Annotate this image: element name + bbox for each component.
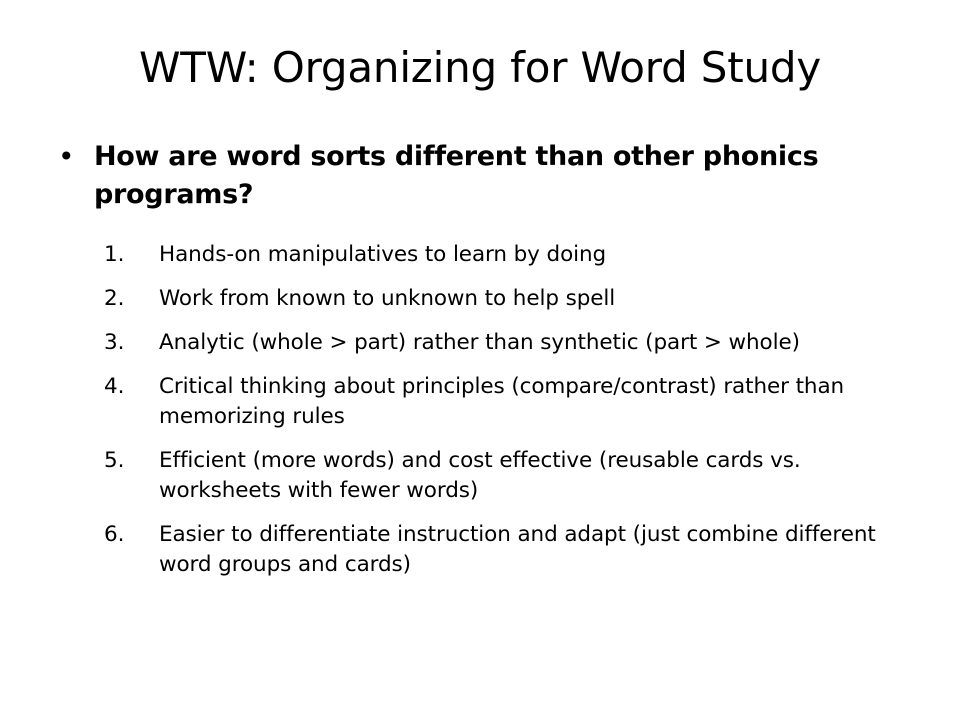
list-item-text: Easier to differentiate instruction and adapt (just combine different word groups and cards) — [159, 522, 876, 577]
list-item — [104, 328, 904, 358]
list-item-text: Hands-on manipulatives to learn by doing — [159, 242, 607, 267]
list-item-number: 4. — [104, 374, 125, 399]
list-item — [104, 446, 904, 506]
list-item-number: 2. — [104, 286, 125, 311]
list-item-text: Critical thinking about principles (compare/contrast) rather than memorizing rules — [159, 374, 845, 429]
bullet-dot-icon: • — [58, 140, 75, 173]
slide-title: WTW: Organizing for Word Study — [138, 43, 822, 92]
list-item-number: 5. — [104, 448, 125, 473]
list-item — [104, 520, 904, 580]
list-item-number: 3. — [104, 330, 125, 355]
list-item — [104, 240, 904, 270]
list-item-text: Analytic (whole > part) rather than synthetic (part > whole) — [159, 330, 800, 355]
list-item — [104, 284, 904, 314]
list-item-number: 1. — [104, 242, 125, 267]
bullet-question: How are word sorts different than other phonics programs? — [94, 141, 819, 210]
bullet-row — [58, 138, 908, 214]
list-item-number: 6. — [104, 522, 125, 547]
list-item — [104, 372, 904, 432]
main-bullet — [58, 138, 908, 214]
list-item-text: Work from known to unknown to help spell — [159, 286, 616, 311]
numbered-list — [104, 240, 904, 594]
list-item-text: Efficient (more words) and cost effective (reusable cards vs. worksheets with fewer words) — [159, 448, 801, 503]
